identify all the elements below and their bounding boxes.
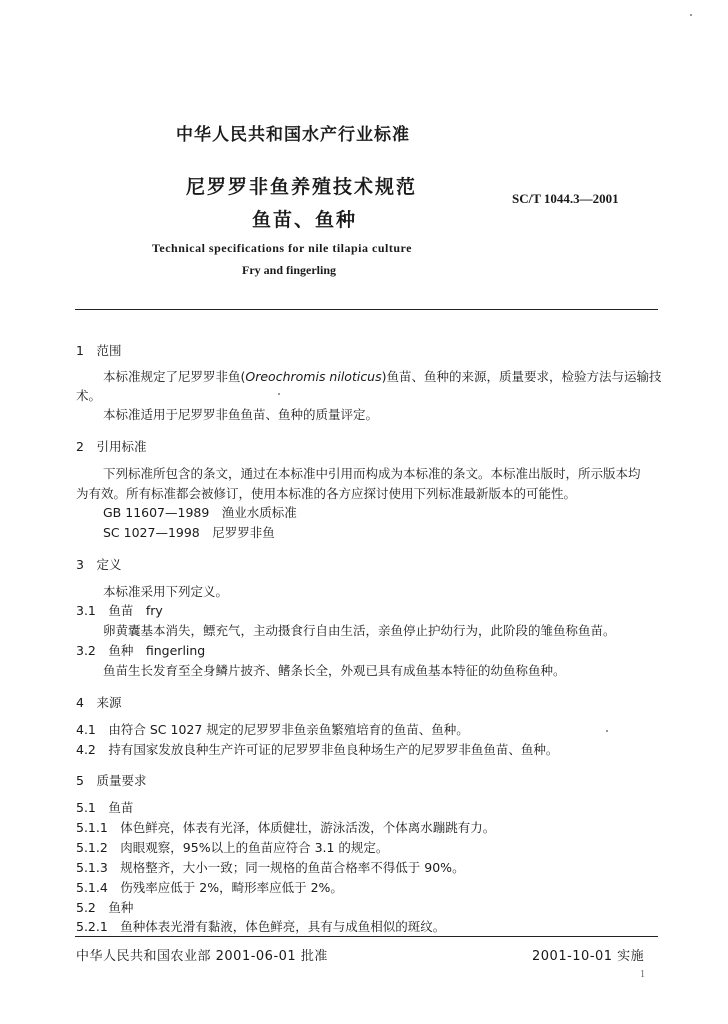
section-2-paragraph-1: 下列标准所包含的条文，通过在本标准中引用而构成为本标准的条文。本标准出版时，所示版本均 [103, 466, 641, 481]
requirement-5-1-3: 5.1.3 规格整齐，大小一致；同一规格的鱼苗合格率不得低于 90%。 [76, 860, 465, 875]
section-1-paragraph-2: 本标准适用于尼罗罗非鱼鱼苗、鱼种的质量评定。 [103, 407, 379, 422]
definition-3-1-heading: 3.1 鱼苗 fry [76, 603, 163, 618]
subsection-5-1-heading: 5.1 鱼苗 [76, 800, 134, 815]
requirement-5-2-1: 5.2.1 鱼种体表光滑有黏液，体色鲜亮，具有与成鱼相似的斑纹。 [76, 919, 446, 934]
section-2-paragraph-1-cont: 为有效。所有标准都会被修订，使用本标准的各方应探讨使用下列标准最新版本的可能性。 [76, 486, 577, 501]
ministry-heading: 中华人民共和国水产行业标准 [176, 125, 410, 145]
section-4-heading: 4 来源 [76, 695, 122, 710]
section-5-heading: 5 质量要求 [76, 773, 147, 788]
section-2-heading: 2 引用标准 [76, 439, 147, 454]
footer-divider [75, 936, 658, 937]
reference-standard-1: GB 11607—1989 渔业水质标准 [103, 505, 297, 520]
subsection-5-2-heading: 5.2 鱼种 [76, 900, 134, 915]
scan-speck [606, 730, 608, 732]
source-item-4-1: 4.1 由符合 SC 1027 规定的尼罗罗非鱼亲鱼繁殖培育的鱼苗、鱼种。 [76, 722, 469, 737]
scan-speck [690, 14, 692, 16]
header-divider [75, 309, 658, 310]
document-title-en: Technical specifications for nile tilapia culture [152, 241, 412, 255]
source-item-4-2: 4.2 持有国家发放良种生产许可证的尼罗罗非鱼良种场生产的尼罗罗非鱼鱼苗、鱼种。 [76, 742, 559, 757]
requirement-5-1-1: 5.1.1 体色鲜亮，体表有光泽，体质健壮，游泳活泼，个体离水蹦跳有力。 [76, 820, 496, 835]
requirement-5-1-4: 5.1.4 伤残率应低于 2%，畸形率应低于 2%。 [76, 880, 343, 895]
effective-date: 2001-10-01 实施 [532, 949, 645, 964]
issued-by-line: 中华人民共和国农业部 2001-06-01 批准 [76, 949, 328, 964]
reference-standard-2: SC 1027—1998 尼罗罗非鱼 [103, 525, 275, 540]
requirement-5-1-2: 5.1.2 肉眼观察，95%以上的鱼苗应符合 3.1 的规定。 [76, 840, 389, 855]
definition-3-2-heading: 3.2 鱼种 fingerling [76, 643, 206, 658]
section-1-paragraph-1: 本标准规定了尼罗罗非鱼(Oreochromis niloticus)鱼苗、鱼种的来源，质量要求，检验方法与运输技 [103, 369, 662, 384]
document-subtitle-zh: 鱼苗、鱼种 [252, 209, 358, 231]
species-latin-name: Oreochromis niloticus [245, 369, 382, 384]
scan-speck [278, 393, 280, 395]
section-3-heading: 3 定义 [76, 557, 122, 572]
section-1-heading: 1 范围 [76, 343, 122, 358]
definition-3-2-text: 鱼苗生长发育至全身鳞片披齐、鳍条长全，外观已具有成鱼基本特征的幼鱼称鱼种。 [103, 663, 566, 678]
definition-3-1-text: 卵黄囊基本消失，鳔充气，主动摄食行自由生活，亲鱼停止护幼行为，此阶段的雏鱼称鱼苗。 [103, 623, 616, 638]
standard-code: SC/T 1044.3—2001 [512, 191, 619, 206]
document-title-zh: 尼罗罗非鱼养殖技术规范 [186, 176, 418, 198]
document-subtitle-en: Fry and fingerling [242, 263, 337, 277]
section-1-paragraph-1-cont: 术。 [76, 388, 102, 403]
section-3-intro: 本标准采用下列定义。 [103, 584, 229, 599]
page-number: 1 [640, 969, 645, 980]
